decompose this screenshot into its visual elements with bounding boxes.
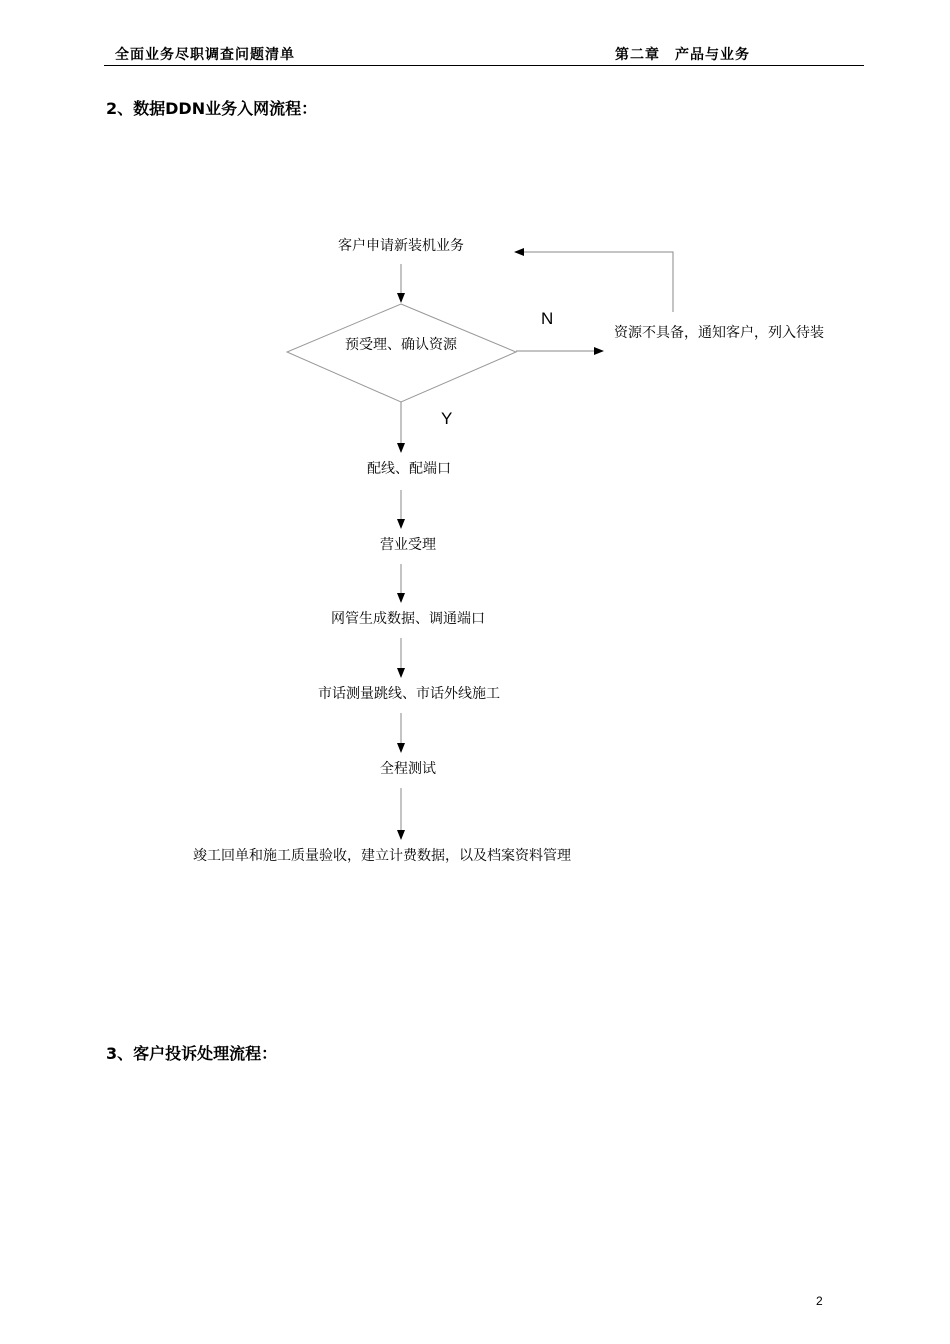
arrow-no-branch-loop-back xyxy=(515,252,673,312)
header-chapter-title: 第二章 产品与业务 xyxy=(615,47,750,63)
flow-decision-node: 预受理、确认资源 xyxy=(345,337,457,353)
flow-step-node: 网管生成数据、调通端口 xyxy=(331,611,485,627)
flow-step-node: 市话测量跳线、市话外线施工 xyxy=(318,686,500,702)
section-3-heading: 3、客户投诉处理流程： xyxy=(106,1044,278,1063)
section-2-heading: 2、数据DDN业务入网流程： xyxy=(106,99,318,118)
flow-no-label: N xyxy=(541,309,554,328)
flow-step-node: 配线、配端口 xyxy=(367,461,451,477)
flow-yes-label: Y xyxy=(441,409,453,428)
flow-step-node: 全程测试 xyxy=(380,761,436,777)
flow-start-node: 客户申请新装机业务 xyxy=(338,238,464,254)
flow-step-node: 营业受理 xyxy=(380,537,436,553)
flow-end-node: 竣工回单和施工质量验收，建立计费数据，以及档案资料管理 xyxy=(193,848,571,864)
header-document-title: 全面业务尽职调查问题清单 xyxy=(115,47,295,63)
page-number: 2 xyxy=(816,1294,823,1308)
flow-no-branch-node: 资源不具备，通知客户，列入待装 xyxy=(614,325,824,341)
